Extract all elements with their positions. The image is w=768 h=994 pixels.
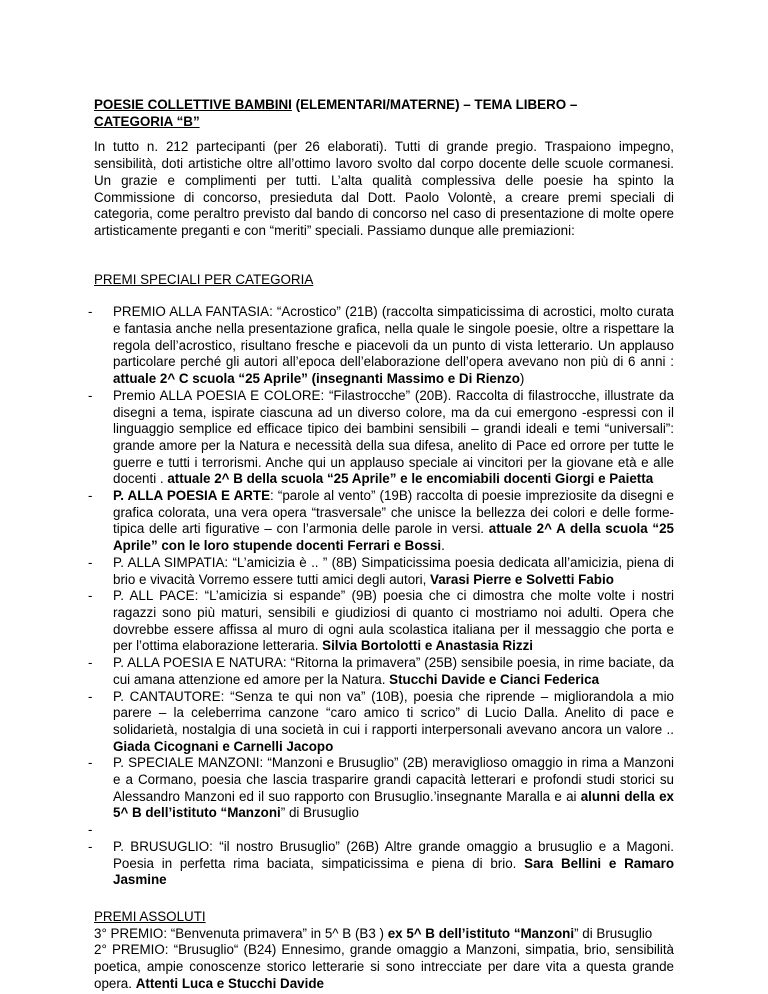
prize-item: - P. SPECIALE MANZONI: “Manzoni e Brusuglio” (2B) meraviglioso omaggio in rima a Manzoni e a Cormano, poesia che lascia trasparire grandi capacità letterari e profondi studi storici su Alessandro Manzoni ed il suo rapporto con Brusuglio.’insegnante Maralla e ai alunni della ex 5^ B dell’istituto “Manzoni” di Brusuglio (94, 755, 674, 822)
heading-rest: (ELEMENTARI/MATERNE) – TEMA LIBERO – (291, 97, 578, 112)
prize-item: - P. ALLA SIMPATIA: “L’amicizia è .. ” (8B) Simpaticissima poesia dedicata all’amicizia, piena di brio e vivacità Vorremo essere tutti amici degli autori, Varasi Pierre e Solvetti Fabio (94, 555, 674, 588)
prize-item: - Premio ALLA POESIA E COLORE: “Filastrocche” (20B). Raccolta di filastrocche, illustrate da disegni a tema, ispirate ciascuna ad un diverso colore, ma da cui emergono -espressi con il linguaggio semplice ed efficace tipico dei bambini sensibili – grandi ideali e temi “universali”: grande amore per la Natura e necessità della sua difesa, anelito di Pace ed orrore per tutte le guerre e tutti i terrorismi. Anche qui un applauso speciale ai vincitori per la giovane età e alle docenti . attuale 2^ B della scuola “25 Aprile” e le encomiabili docenti Giorgi e Paietta (94, 388, 674, 488)
prize-item: - P. BRUSUGLIO: “il nostro Brusuglio” (26B) Altre grande omaggio a brusuglio e a Magoni. Poesia in perfetta rima baciata, simpaticissima e piena di brio. Sara Bellini e Ramaro Jasmine (94, 839, 674, 889)
prize-item: - PREMIO ALLA FANTASIA: “Acrostico” (21B) (raccolta simpaticissima di acrostici, molto curata e fantasia anche nella presentazione grafica, nella quale le singole poesie, oltre a rispettare la regola dell’acrostico, risultano fresche e piacevoli da un punto di vista letterario. Un applauso particolare perché gli autori all’epoca dell’elaborazione dell’opera avevano non più di 6 anni : attuale 2^ C scuola “25 Aprile” (insegnanti Massimo e Di Rienzo) (94, 304, 674, 388)
document-heading (94, 97, 674, 130)
document-page (94, 97, 674, 992)
prize-item: - P. ALLA POESIA E ARTE: “parole al vento” (19B) raccolta di poesie impreziosite da disegni e grafica colorata, una vera opera “trasversale” che unisce la bellezza dei colori e delle forme-tipica delle arti figurative – con l’armonia delle parole in versi. attuale 2^ A della scuola “25 Aprile” con le loro stupende docenti Ferrari e Bossi. (94, 488, 674, 555)
prize-item: - P. ALLA POESIA E NATURA: “Ritorna la primavera” (25B) sensibile poesia, in rime baciate, da cui amana attenzione ed amore per la Natura. Stucchi Davide e Cianci Federica (94, 655, 674, 688)
prize-item: - P. CANTAUTORE: “Senza te qui non va” (10B), poesia che riprende – migliorandola a mio parere – la celeberrima canzone “caro amico ti scrico” di Lucio Dalla. Anelito di pace e solidarietà, nostalgia di una società in cui i rapporti interpersonali avevano ancora un valore .. Giada Cicognani e Carnelli Jacopo (94, 689, 674, 756)
absolute-prizes-list (94, 926, 674, 993)
intro-paragraph: In tutto n. 212 partecipanti (per 26 elaborati). Tutti di grande pregio. Traspaiono impegno, sensibilità, doti artistiche oltre all’ottimo lavoro svolto dal corpo docente delle scuole cormanesi. Un grazie e complimenti per tutti. L’alta qualità complessiva delle poesie ha spinto la Commissione di concorso, presieduta dal Dott. Paolo Volontè, a creare premi speciali di categoria, come peraltro previsto dal bando di concorso nel caso di presentazione di molte opere artisticamente preganti e con “meriti” speciali. Passiamo dunque alle premiazioni: (94, 139, 674, 238)
special-prizes-list (94, 304, 674, 889)
heading-underlined: POESIE COLLETTIVE BAMBINI (94, 97, 292, 112)
absolute-prizes-title: PREMI ASSOLUTI (94, 908, 206, 924)
special-prizes-title: PREMI SPECIALI PER CATEGORIA (94, 271, 314, 287)
absolute-prize: 2° PREMIO: “Brusuglio“ (B24) Ennesimo, grande omaggio a Manzoni, simpatia, brio, sensibilità poetica, ampie conoscenze storico letterarie si sono intrecciate per dare vita a questa grande opera. Attenti Luca e Stucchi Davide (94, 942, 674, 991)
absolute-prize: 3° PREMIO: “Benvenuta primavera” in 5^ B (B3 ) ex 5^ B dell’istituto “Manzoni” di Brusuglio (94, 925, 653, 941)
prize-item-empty (94, 822, 674, 839)
heading-category: CATEGORIA “B” (94, 113, 200, 129)
prize-item: - P. ALL PACE: “L’amicizia si espande” (9B) poesia che ci dimostra che molte volte i nostri ragazzi sono più maturi, sensibili e giudiziosi di quanto ci mostriamo noi adulti. Opera che dovrebbe essere affissa al muro di ogni aula scolastica italiana per il messaggio che porta e per l’ottima elaborazione letteraria. Silvia Bortolotti e Anastasia Rizzi (94, 588, 674, 655)
